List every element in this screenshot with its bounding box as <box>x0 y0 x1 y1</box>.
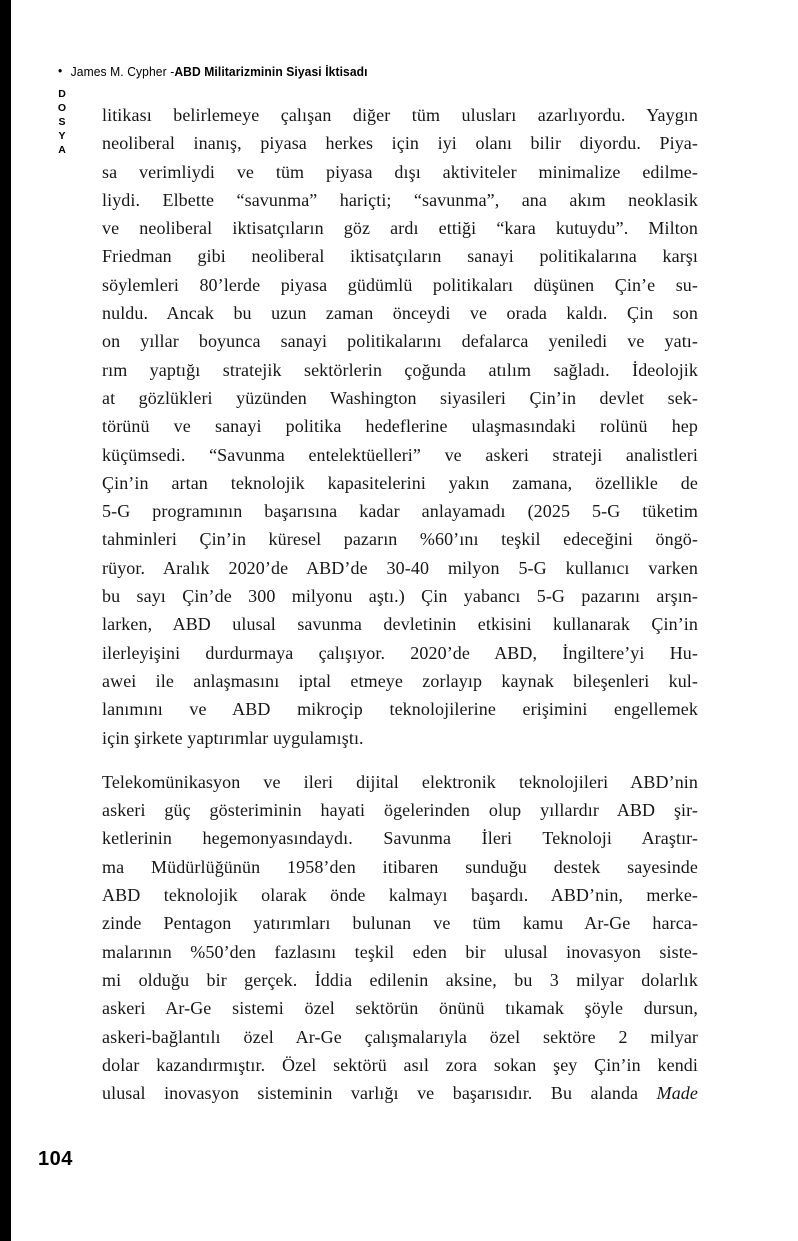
page-edge-bar <box>0 0 11 1241</box>
text-line: dolar kazandırmıştır. Özel sektörü asıl zora sokan şey Çin’in kendi <box>102 1054 698 1075</box>
body-text <box>102 101 698 1107</box>
text-line: tahminleri Çin’in küresel pazarın %60’ını teşkil edeceğini öngö- <box>102 529 698 550</box>
book-title: ABD Militarizminin Siyasi İktisadı <box>174 64 368 79</box>
text-line: ulusal inovasyon sisteminin varlığı ve başarısıdır. Bu alanda Made <box>102 1083 698 1104</box>
text-line: on yıllar boyunca sanayi politikalarını defalarca yeniledi ve yatı- <box>102 331 698 352</box>
text-line: için şirkete yaptırımlar uygulamıştı. <box>102 727 364 748</box>
text-line: nuldu. Ancak bu uzun zaman önceydi ve orada kaldı. Çin son <box>102 303 698 324</box>
text-line: sa verimliydi ve tüm piyasa dışı aktiviteler minimalize edilme- <box>102 161 698 182</box>
text-line: ilerleyişini durdurmaya çalışıyor. 2020’de ABD, İngiltere’yi Hu- <box>102 642 698 663</box>
text-line: askeri-bağlantılı özel Ar-Ge çalışmalarıyla özel sektöre 2 milyar <box>102 1026 698 1047</box>
page-number: 104 <box>38 1148 73 1170</box>
text-line: neoliberal inanış, piyasa herkes için iyi olanı bilir diyordu. Piya- <box>102 133 698 154</box>
text-line: lanımını ve ABD mikroçip teknolojilerine erişimini engellemek <box>102 699 698 720</box>
bullet-icon: • <box>58 63 63 78</box>
text-line: söylemleri 80’lerde piyasa güdümlü politikaları düşünen Çin’e su- <box>102 274 698 295</box>
text-line: Çin’in artan teknolojik kapasitelerini yakın zamana, özellikle de <box>102 472 698 493</box>
text-line: at gözlükleri yüzünden Washington siyasileri Çin’in devlet sek- <box>102 387 698 408</box>
text-line: liydi. Elbette “savunma” hariçti; “savunma”, ana akım neoklasik <box>102 189 698 210</box>
text-line: Friedman gibi neoliberal iktisatçıların sanayi politikalarına karşı <box>102 246 698 267</box>
paragraph <box>102 101 698 752</box>
text-line: ma Müdürlüğünün 1958’den itibaren sunduğu destek sayesinde <box>102 856 698 877</box>
text-line: zinde Pentagon yatırımları bulunan ve tüm kamu Ar-Ge harca- <box>102 913 698 934</box>
text-line: 5-G programının başarısına kadar anlayamadı (2025 5-G tüketim <box>102 501 698 522</box>
text-line: Telekomünikasyon ve ileri dijital elektronik teknolojileri ABD’nin <box>102 771 698 792</box>
paragraph <box>102 768 698 1108</box>
text-line: bu sayı Çin’de 300 milyonu aştı.) Çin yabancı 5-G pazarını arşın- <box>102 586 698 607</box>
author-name: James M. Cypher - <box>70 64 175 79</box>
italic-text: Made <box>656 1083 698 1104</box>
text-line: askeri Ar-Ge sistemi özel sektörün önünü tıkamak şöyle dursun, <box>102 998 698 1019</box>
text-line: ABD teknolojik olarak önde kalmayı başardı. ABD’nin, merke- <box>102 885 698 906</box>
text-line: ve neoliberal iktisatçıların göz ardı ettiği “kara kutuydu”. Milton <box>102 218 698 239</box>
text-line: ketlerinin hegemonyasındaydı. Savunma İleri Teknoloji Araştır- <box>102 828 698 849</box>
text-line: awei ile anlaşmasını iptal etmeye zorlayıp kaynak bileşenleri kul- <box>102 670 698 691</box>
text-line: rım yaptığı stratejik sektörlerin çoğunda atılım sağladı. İdeolojik <box>102 359 698 380</box>
text-line: malarının %50’den fazlasını teşkil eden bir ulusal inovasyon siste- <box>102 941 698 962</box>
text-line: küçümsedi. “Savunma entelektüelleri” ve askeri strateji analistleri <box>102 444 698 465</box>
text-line: rüyor. Aralık 2020’de ABD’de 30-40 milyon 5-G kullanıcı varken <box>102 557 698 578</box>
section-label-dosya: DOSYA <box>56 88 68 158</box>
text-line: törünü ve sanayi politika hedeflerine ulaşmasındaki rolünü hep <box>102 416 698 437</box>
text-line: larken, ABD ulusal savunma devletinin etkisini kullanarak Çin’in <box>102 614 698 635</box>
text-line: mi olduğu bir gerçek. İddia edilenin aksine, bu 3 milyar dolarlık <box>102 969 698 990</box>
text-line: litikası belirlemeye çalışan diğer tüm ulusları azarlıyordu. Yaygın <box>102 105 698 125</box>
text-line: askeri güç gösteriminin hayati ögelerinden olup yıllardır ABD şir- <box>102 800 698 821</box>
running-header <box>58 64 368 79</box>
